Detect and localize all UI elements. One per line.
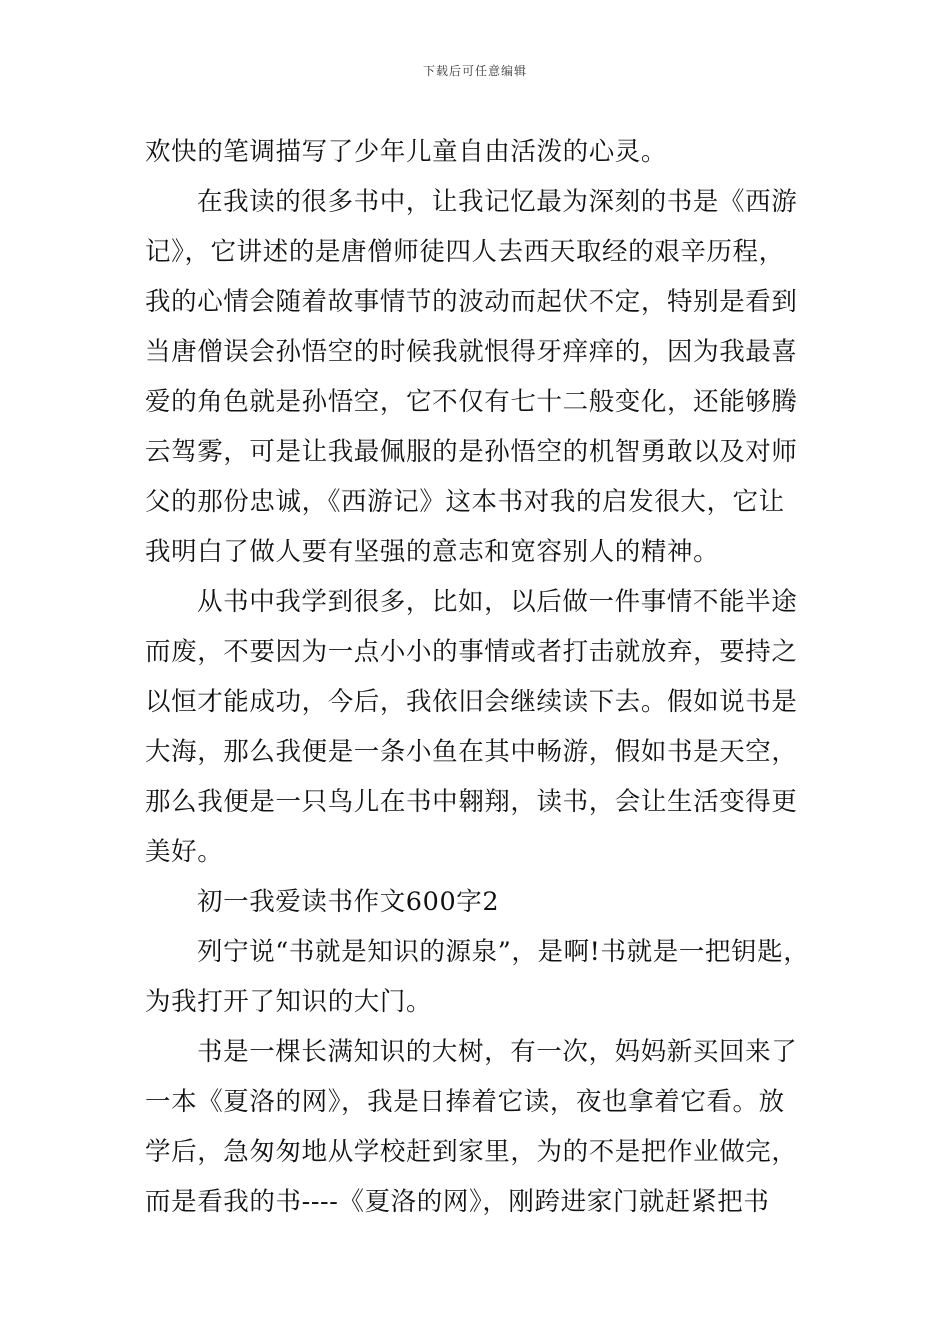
text-line: 以恒才能成功，今后，我依旧会继续读下去。假如说书是 bbox=[145, 687, 798, 717]
text-line: 欢快的笔调描写了少年儿童自由活泼的心灵。 bbox=[145, 137, 668, 167]
page-header: 下载后可任意编辑 bbox=[422, 64, 527, 78]
text-line: 而是看我的书----《夏洛的网》，刚跨进家门就赶紧把书 bbox=[145, 1187, 770, 1217]
paragraph-start-line: 书是一棵长满知识的大树，有一次，妈妈新买回来了 bbox=[197, 1037, 798, 1067]
text-line: 记》，它讲述的是唐僧师徒四人去西天取经的艰辛历程， bbox=[145, 237, 785, 267]
paragraph-start-line: 列宁说“书就是知识的源泉”，是啊!书就是一把钥匙， bbox=[197, 937, 810, 967]
text-line: 我的心情会随着故事情节的波动而起伏不定，特别是看到 bbox=[145, 287, 798, 317]
document-body bbox=[145, 127, 835, 1227]
text-line: 父的那份忠诚，《西游记》这本书对我的启发很大，它让 bbox=[145, 487, 785, 517]
section-title: 初一我爱读书作文600字2 bbox=[197, 887, 500, 917]
text-line: 为我打开了知识的大门。 bbox=[145, 987, 433, 1017]
text-line: 我明白了做人要有坚强的意志和宽容别人的精神。 bbox=[145, 537, 720, 567]
text-line: 一本《夏洛的网》，我是日捧着它读，夜也拿着它看。放 bbox=[145, 1087, 785, 1117]
text-line: 云驾雾，可是让我最佩服的是孙悟空的机智勇敢以及对师 bbox=[145, 437, 798, 467]
text-line: 当唐僧误会孙悟空的时候我就恨得牙痒痒的，因为我最喜 bbox=[145, 337, 798, 367]
text-line: 而废，不要因为一点小小的事情或者打击就放弃，要持之 bbox=[145, 637, 798, 667]
paragraph-start-line: 从书中我学到很多，比如，以后做一件事情不能半途 bbox=[197, 587, 798, 617]
text-line: 那么我便是一只鸟儿在书中翱翔，读书，会让生活变得更 bbox=[145, 787, 798, 817]
paragraph-start-line: 在我读的很多书中，让我记忆最为深刻的书是《西游 bbox=[197, 187, 798, 217]
text-line: 爱的角色就是孙悟空，它不仅有七十二般变化，还能够腾 bbox=[145, 387, 798, 417]
text-line: 大海，那么我便是一条小鱼在其中畅游，假如书是天空， bbox=[145, 737, 798, 767]
text-line: 学后，急匆匆地从学校赶到家里，为的不是把作业做完， bbox=[145, 1137, 798, 1167]
text-line: 美好。 bbox=[145, 837, 224, 867]
